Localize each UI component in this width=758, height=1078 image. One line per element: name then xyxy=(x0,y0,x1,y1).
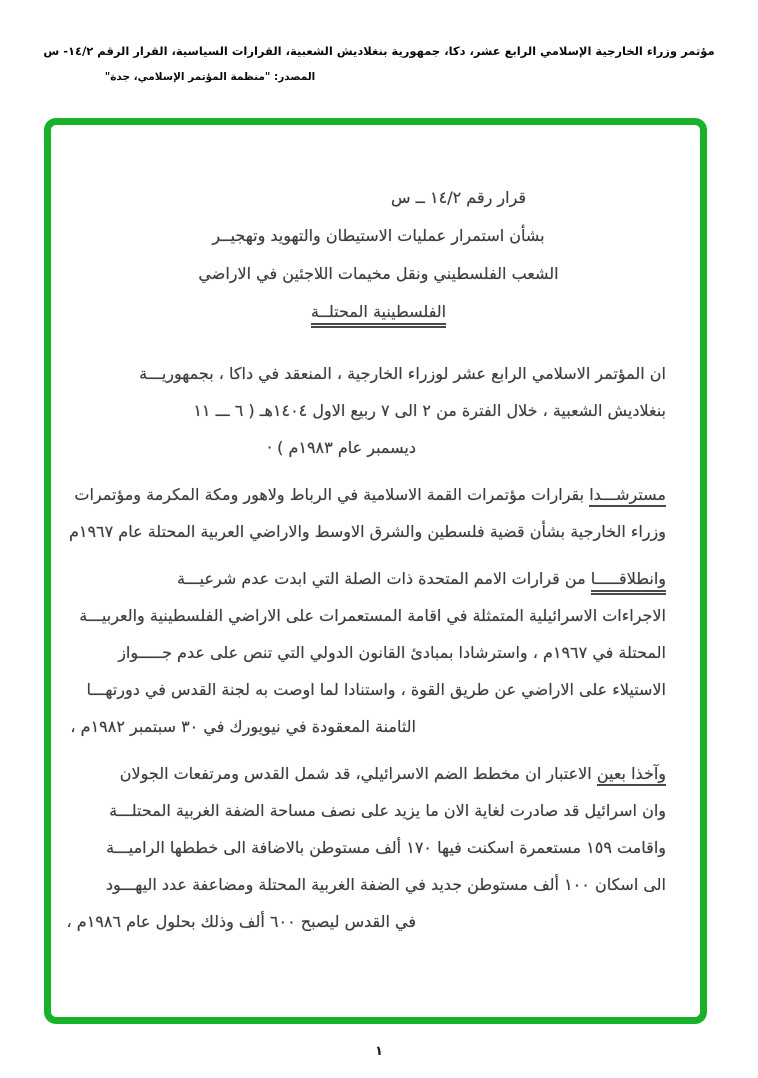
document-body xyxy=(66,355,666,940)
document-header-citation: مؤتمر وزراء الخارجية الإسلامي الرابع عشر، دكا، جمهورية بنغلاديش الشعبية، القرارات السياسية، القرار الرقم ١٤/٢- س xyxy=(43,44,715,58)
document-paragraph xyxy=(66,755,666,940)
document-line: ان المؤتمر الاسلامي الرابع عشر لوزراء الخارجية ، المنعقد في داكا ، بجمهوريـــة xyxy=(139,364,666,383)
document-line: بنغلاديش الشعبية ، خلال الفترة من ٢ الى ٧ ربيع الاول ١٤٠٤هـ ( ٦ ـــ ١١ xyxy=(193,401,666,420)
document-line: وزراء الخارجية بشأن قضية فلسطين والشرق الاوسط والاراضي العربية المحتلة عام ١٩٦٧م xyxy=(68,522,666,541)
document-title-line: بشأن استمرار عمليات الاستيطان والتهويد وتهجيــر xyxy=(212,226,545,245)
document-paragraph xyxy=(70,560,666,745)
document-line: المحتلة في ١٩٦٧م ، واسترشادا بمبادئ القانون الدولي التي تنص على عدم جـــــواز xyxy=(118,643,666,662)
scan-content xyxy=(51,125,700,940)
document-title-line: الفلسطينية المحتلــة xyxy=(91,293,666,331)
underlined-lead-word: وآخذا بعين xyxy=(597,764,666,786)
document-line: مسترشـــدا بقرارات مؤتمرات القمة الاسلامية في الرباط ولاهور ومكة المكرمة ومؤتمرات xyxy=(91,476,666,513)
document-title-line: الشعب الفلسطيني ونقل مخيمات اللاجئين في الاراضي xyxy=(198,264,559,283)
document-title-line: قرار رقم ١٤/٢ ــ س xyxy=(390,188,527,207)
page-number: ١ xyxy=(375,1044,383,1059)
document-paragraph xyxy=(68,476,666,550)
document-line: في القدس ليصبح ٦٠٠ ألف وذلك بحلول عام ١٩٨٦م ، xyxy=(66,912,416,931)
document-line: وان اسرائيل قد صادرت لغاية الان ما يزيد على نصف مساحة الضفة الغربية المحتلـــة xyxy=(109,801,666,820)
scan-frame xyxy=(44,118,707,1024)
document-line: الاستيلاء على الاراضي عن طريق القوة ، واستنادا لما اوصت به لجنة القدس في دورتهـــا xyxy=(86,680,666,699)
document-paragraph xyxy=(91,355,666,466)
document-source-line: المصدر: "منظمة المؤتمر الإسلامي، جدة" xyxy=(104,71,316,83)
document-title xyxy=(91,179,666,331)
underlined-lead-word: مسترشـــدا xyxy=(589,485,666,507)
document-line: ديسمبر عام ١٩٨٣م ) · xyxy=(266,438,416,457)
underlined-lead-word: وانطلاقـــــا xyxy=(591,569,666,595)
document-line: الاجراءات الاسرائيلية المتمثلة في اقامة المستعمرات على الاراضي الفلسطينية والعربيـــة xyxy=(79,606,666,625)
document-line: واقامت ١٥٩ مستعمرة اسكنت فيها ١٧٠ ألف مستوطن بالاضافة الى خططها الراميـــة xyxy=(106,838,666,857)
document-line: الى اسكان ١٠٠ ألف مستوطن جديد في الضفة الغربية المحتلة ومضاعفة عدد اليهـــود xyxy=(105,875,666,894)
document-line: وانطلاقـــــا من قرارات الامم المتحدة ذات الصلة التي ابدت عدم شرعيـــة xyxy=(91,560,666,597)
document-line: الثامنة المعقودة في نيويورك في ٣٠ سبتمبر ١٩٨٢م ، xyxy=(70,717,416,736)
document-line: وآخذا بعين الاعتبار ان مخطط الضم الاسرائيلي، قد شمل القدس ومرتفعات الجولان xyxy=(91,755,666,792)
